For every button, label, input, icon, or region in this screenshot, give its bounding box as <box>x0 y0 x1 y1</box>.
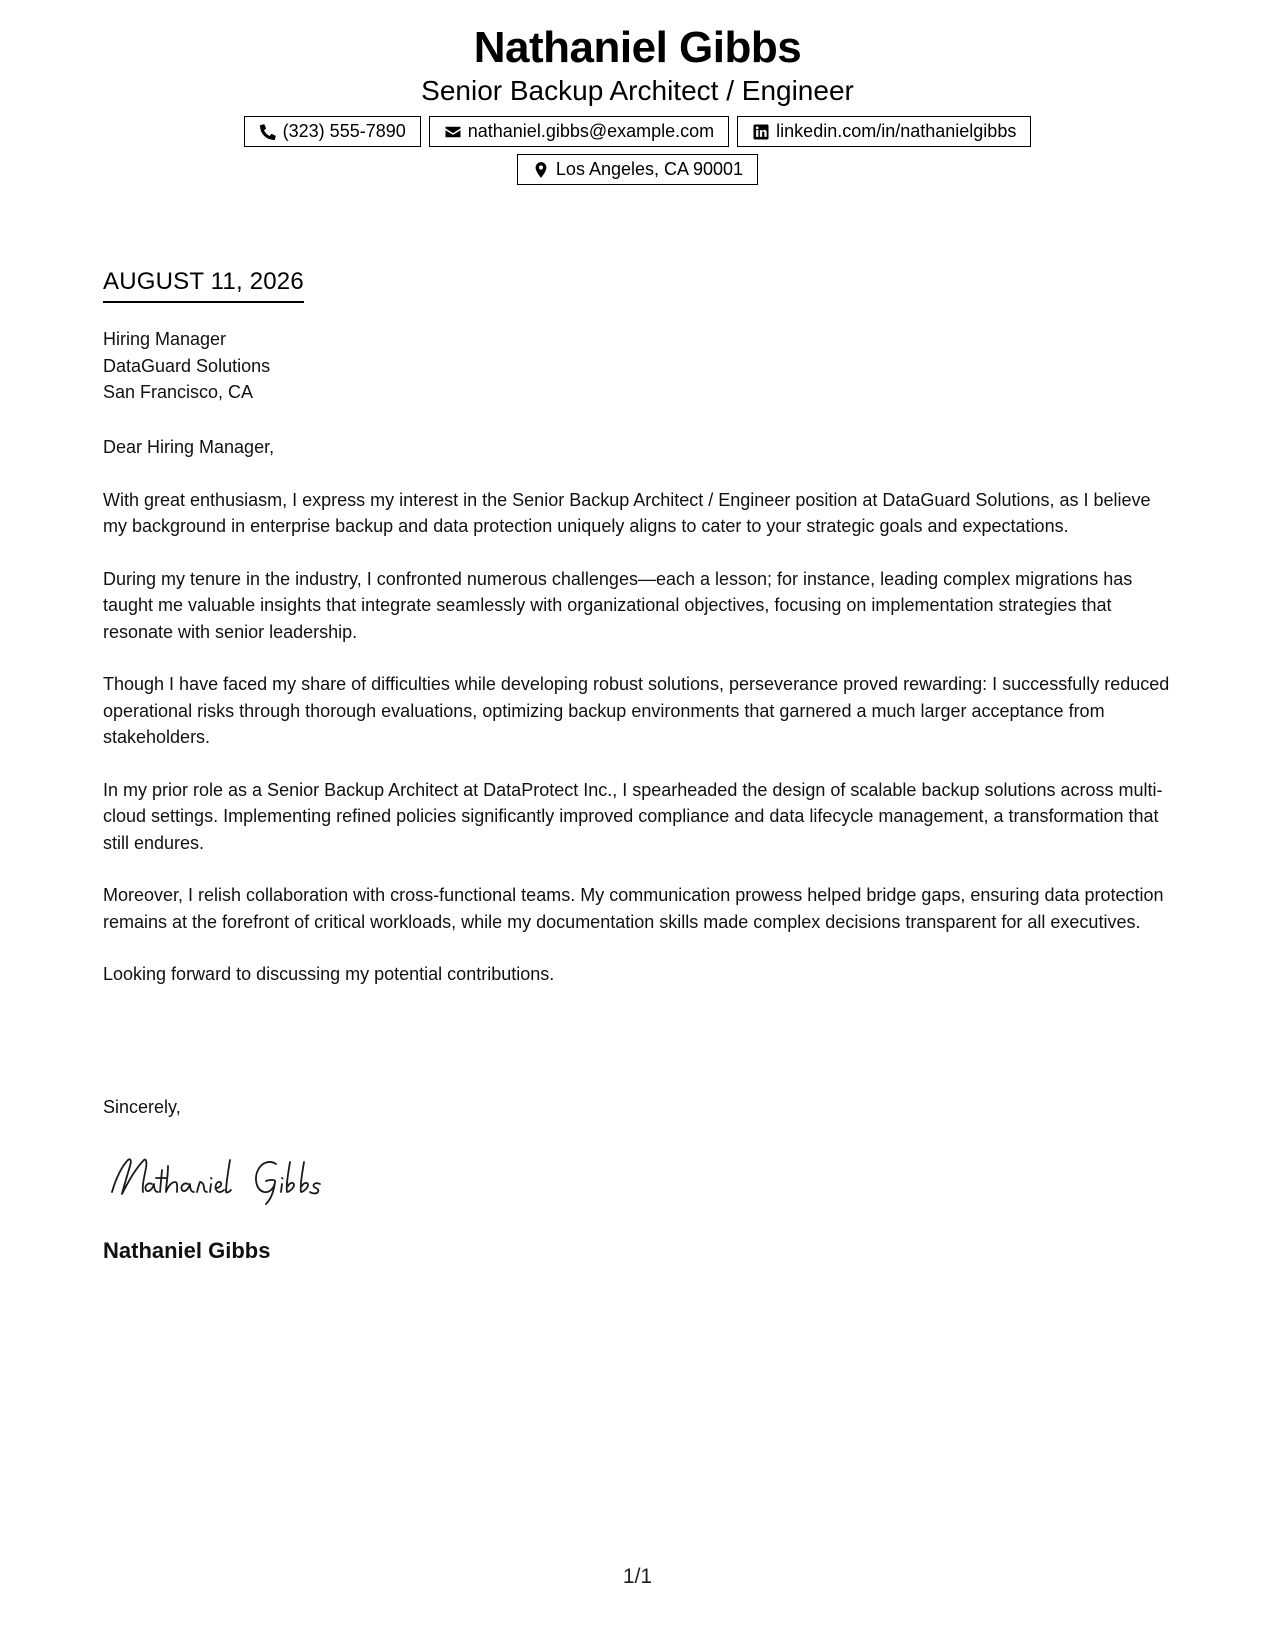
closing-line: Sincerely, <box>103 1097 181 1117</box>
body-paragraph: Looking forward to discussing my potential contributions. <box>103 964 555 984</box>
contact-row-secondary <box>0 154 1275 185</box>
email-chip[interactable] <box>429 116 729 147</box>
body-paragraph: With great enthusiasm, I express my interest in the Senior Backup Architect / Engineer position at DataGuard Solutions, as I believe my background in enterprise backup and data protection uniquely aligns to cater to your strategic goals and expectations. <box>103 489 1151 536</box>
recipient-block <box>103 326 270 406</box>
recipient-line: Hiring Manager <box>103 329 227 349</box>
envelope-icon <box>444 123 462 141</box>
body-paragraph: Though I have faced my share of difficulties while developing robust solutions, perseverance proved rewarding: I successfully reduced operational risks through thorough evaluations, optimizing backup environments that garnered a much larger acceptance from stakeholders. <box>103 674 1170 747</box>
letter-header <box>0 22 1275 185</box>
phone-text: (323) 555-7890 <box>282 121 406 141</box>
recipient-line: DataGuard Solutions <box>103 355 271 376</box>
linkedin-chip[interactable] <box>737 116 1031 147</box>
body-paragraph: During my tenure in the industry, I confronted numerous challenges—each a lesson; for instance, leading complex migrations has taught me valuable insights that integrate seamlessly with organizational objectives, focusing on implementation strategies that resonate with senior leadership. <box>103 568 1133 642</box>
letter-body <box>103 434 1178 1014</box>
map-pin-icon <box>532 161 550 179</box>
recipient-line: San Francisco, CA <box>103 382 254 402</box>
email-text: nathaniel.gibbs@example.com <box>467 121 715 141</box>
page-indicator: 1/1 <box>622 1565 653 1588</box>
location-text: Los Angeles, CA 90001 <box>555 159 744 179</box>
handwritten-signature <box>106 1148 366 1208</box>
phone-chip[interactable] <box>244 116 421 147</box>
signer-name: Nathaniel Gibbs <box>103 1238 271 1263</box>
salutation: Dear Hiring Manager, <box>103 437 275 457</box>
linkedin-icon <box>752 123 770 141</box>
letter-date: AUGUST 11, 2026 <box>103 267 304 303</box>
body-paragraph: Moreover, I relish collaboration with cross-functional teams. My communication prowess helped bridge gaps, ensuring data protection remains at the forefront of critical workloads, while my documentation skills made complex decisions transparent for all executives. <box>103 885 1164 932</box>
linkedin-text: linkedin.com/in/nathanielgibbs <box>776 121 1017 141</box>
applicant-name: Nathaniel Gibbs <box>473 23 802 72</box>
contact-row-primary <box>0 116 1275 147</box>
applicant-title: Senior Backup Architect / Engineer <box>421 75 854 106</box>
body-paragraph: In my prior role as a Senior Backup Architect at DataProtect Inc., I spearheaded the design of scalable backup solutions across multi-cloud settings. Implementing refined policies significantly improved compliance and data lifecycle management, a transformation that still endures. <box>103 779 1163 853</box>
phone-icon <box>259 123 277 141</box>
location-chip <box>517 154 758 185</box>
